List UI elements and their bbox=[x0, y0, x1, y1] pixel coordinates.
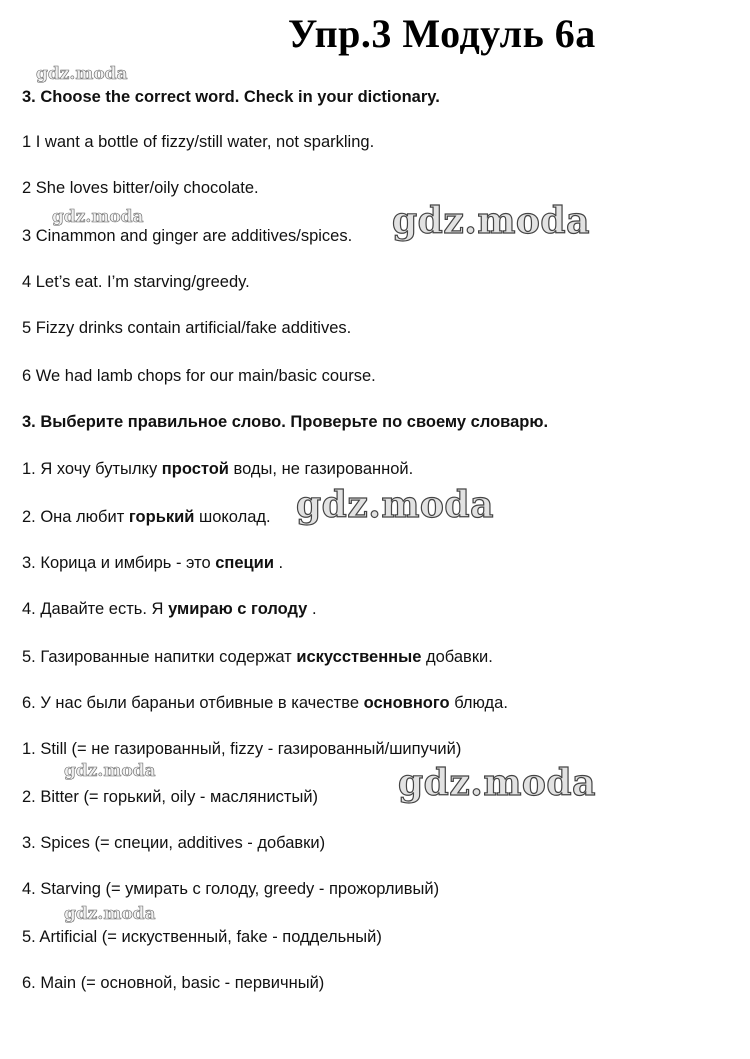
watermark: gdz.moda bbox=[398, 762, 596, 804]
task-en-heading: 3. Choose the correct word. Check in your dictionary. bbox=[22, 88, 440, 106]
task-ru-item-1: 1. Я хочу бутылку простой воды, не газированной. bbox=[22, 460, 414, 478]
vocab-item-2: 2. Bitter (= горький, oily - маслянистый) bbox=[22, 788, 319, 806]
task-ru-item-4: 4. Давайте есть. Я умираю с голоду . bbox=[22, 600, 317, 618]
task-en-item-3: 3 Cinammon and ginger are additives/spices. bbox=[22, 227, 353, 245]
answer-word: искусственные bbox=[296, 648, 422, 666]
vocab-item-4: 4. Starving (= умирать с голоду, greedy - прожорливый) bbox=[22, 880, 440, 898]
answer-word: горький bbox=[128, 508, 195, 526]
task-ru-item-2: 2. Она любит горький шоколад. bbox=[22, 508, 271, 526]
answer-word: умираю с голоду bbox=[168, 600, 308, 618]
task-ru-item-6: 6. У нас были бараньи отбивные в качестве основного блюда. bbox=[22, 694, 508, 712]
vocab-item-3: 3. Spices (= специи, additives - добавки) bbox=[22, 834, 326, 852]
task-ru-item-5: 5. Газированные напитки содержат искусственные добавки. bbox=[22, 648, 493, 666]
watermark: gdz.moda bbox=[64, 904, 156, 924]
watermark: gdz.moda bbox=[64, 761, 156, 781]
answer-word: основного bbox=[363, 694, 450, 712]
watermark: gdz.moda bbox=[296, 484, 494, 526]
task-en-item-2: 2 She loves bitter/oily chocolate. bbox=[22, 179, 259, 197]
watermark: gdz.moda bbox=[36, 64, 128, 84]
vocab-item-5: 5. Artificial (= искуственный, fake - поддельный) bbox=[22, 928, 382, 946]
task-en-item-4: 4 Let’s eat. I’m starving/greedy. bbox=[22, 273, 250, 291]
vocab-item-6: 6. Main (= основной, basic - первичный) bbox=[22, 974, 325, 992]
task-en-item-5: 5 Fizzy drinks contain artificial/fake additives. bbox=[22, 319, 352, 337]
task-en-item-1: 1 I want a bottle of fizzy/still water, not sparkling. bbox=[22, 133, 375, 151]
task-ru-item-3: 3. Корица и имбирь - это специи . bbox=[22, 554, 284, 572]
task-ru-heading: 3. Выберите правильное слово. Проверьте по своему словарю. bbox=[22, 413, 549, 431]
answer-word: простой bbox=[161, 460, 229, 478]
watermark: gdz.moda bbox=[392, 200, 590, 242]
watermark: gdz.moda bbox=[52, 207, 144, 227]
task-en-item-6: 6 We had lamb chops for our main/basic course. bbox=[22, 367, 376, 385]
vocab-item-1: 1. Still (= не газированный, fizzy - газированный/шипучий) bbox=[22, 740, 462, 758]
page-title: Упр.3 Модуль 6а bbox=[288, 11, 596, 56]
answer-word: специи bbox=[215, 554, 274, 572]
